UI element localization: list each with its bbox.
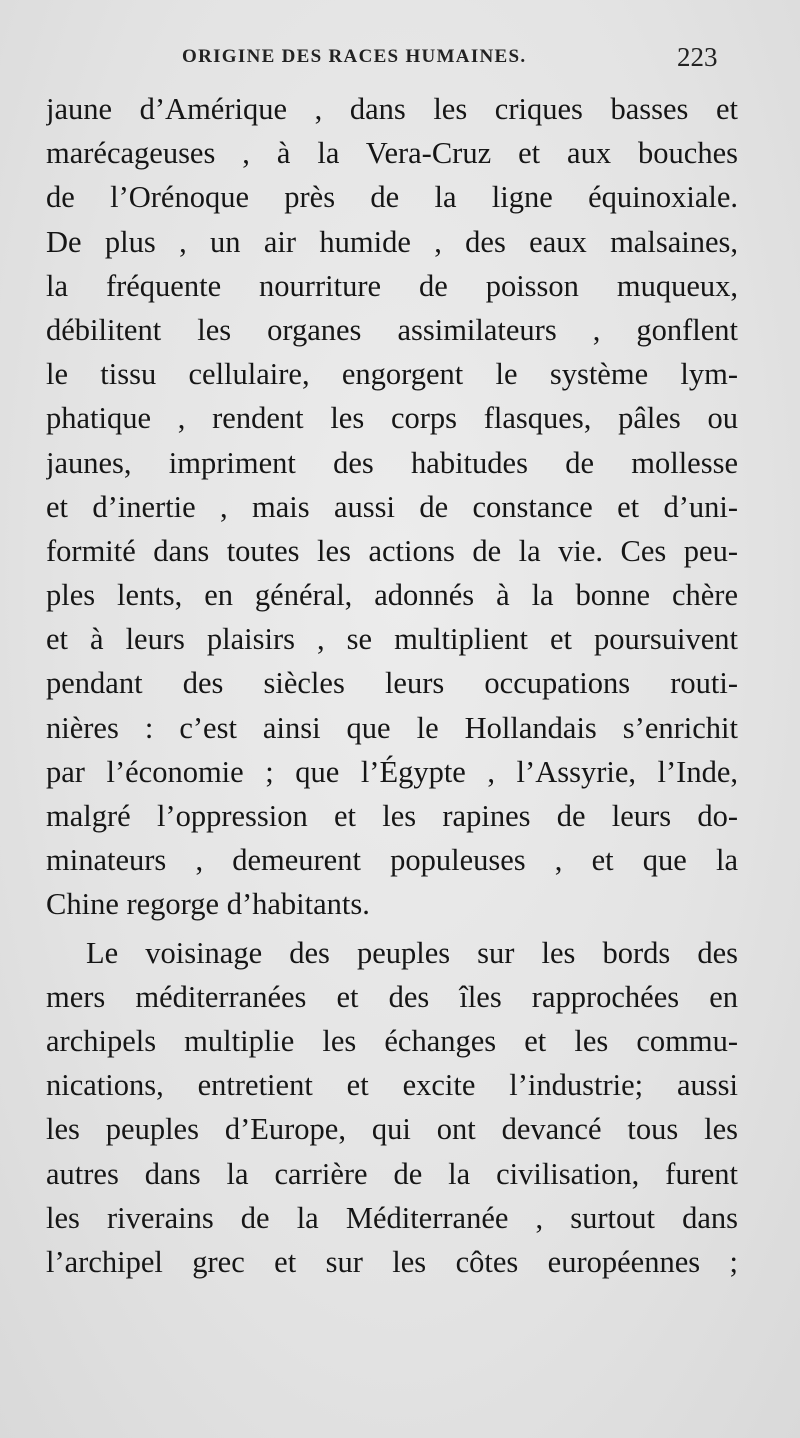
text-line: les peuples d’Europe, qui ont devancé tous les	[46, 1112, 738, 1147]
text-line: et à leurs plaisirs , se multiplient et poursuivent	[46, 622, 738, 657]
text-line: la fréquente nourriture de poisson muqueux,	[46, 268, 738, 303]
text-line: minateurs , demeurent populeuses , et que la	[46, 843, 738, 878]
text-line: ples lents, en général, adonnés à la bonne chère	[46, 578, 738, 613]
paragraph-1	[46, 87, 738, 927]
body-text	[46, 87, 738, 1284]
text-line: de l’Orénoque près de la ligne équinoxiale.	[46, 180, 738, 215]
text-line: le tissu cellulaire, engorgent le système lym-	[46, 357, 738, 392]
text-line: pendant des siècles leurs occupations routi-	[46, 666, 738, 701]
text-line: mers méditerranées et des îles rapprochées en	[46, 979, 738, 1014]
text-line: débilitent les organes assimilateurs , gonflent	[46, 312, 738, 347]
text-line: jaune d’Amérique , dans les criques basses et	[46, 92, 738, 126]
text-line: malgré l’oppression et les rapines de leurs do-	[46, 799, 738, 833]
text-line: nières : c’est ainsi que le Hollandais s’enrichit	[46, 710, 738, 745]
text-line: De plus , un air humide , des eaux malsaines,	[46, 224, 738, 259]
text-line: nications, entretient et excite l’industrie; aussi	[46, 1068, 738, 1103]
text-line: Chine regorge d’habitants.	[46, 887, 370, 922]
running-head	[0, 42, 800, 76]
text-line: formité dans toutes les actions de la vie. Ces peu-	[46, 533, 738, 568]
page-number: 223	[677, 42, 718, 72]
text-line: l’archipel grec et sur les côtes européennes ;	[46, 1244, 738, 1279]
text-line: Le voisinage des peuples sur les bords des	[86, 935, 738, 970]
text-line: jaunes, impriment des habitudes de mollesse	[46, 445, 738, 480]
text-line: phatique , rendent les corps flasques, pâles ou	[46, 401, 738, 436]
paragraph-2	[46, 931, 738, 1285]
text-line: autres dans la carrière de la civilisation, furent	[46, 1156, 738, 1191]
text-line: les riverains de la Méditerranée , surtout dans	[46, 1200, 738, 1235]
text-line: archipels multiplie les échanges et les commu-	[46, 1023, 738, 1058]
text-line: et d’inertie , mais aussi de constance et d’uni-	[46, 489, 738, 524]
text-line: marécageuses , à la Vera-Cruz et aux bouches	[46, 136, 738, 171]
running-title: ORIGINE DES RACES HUMAINES.	[182, 46, 527, 67]
text-line: par l’économie ; que l’Égypte , l’Assyrie, l’Inde,	[46, 754, 738, 789]
